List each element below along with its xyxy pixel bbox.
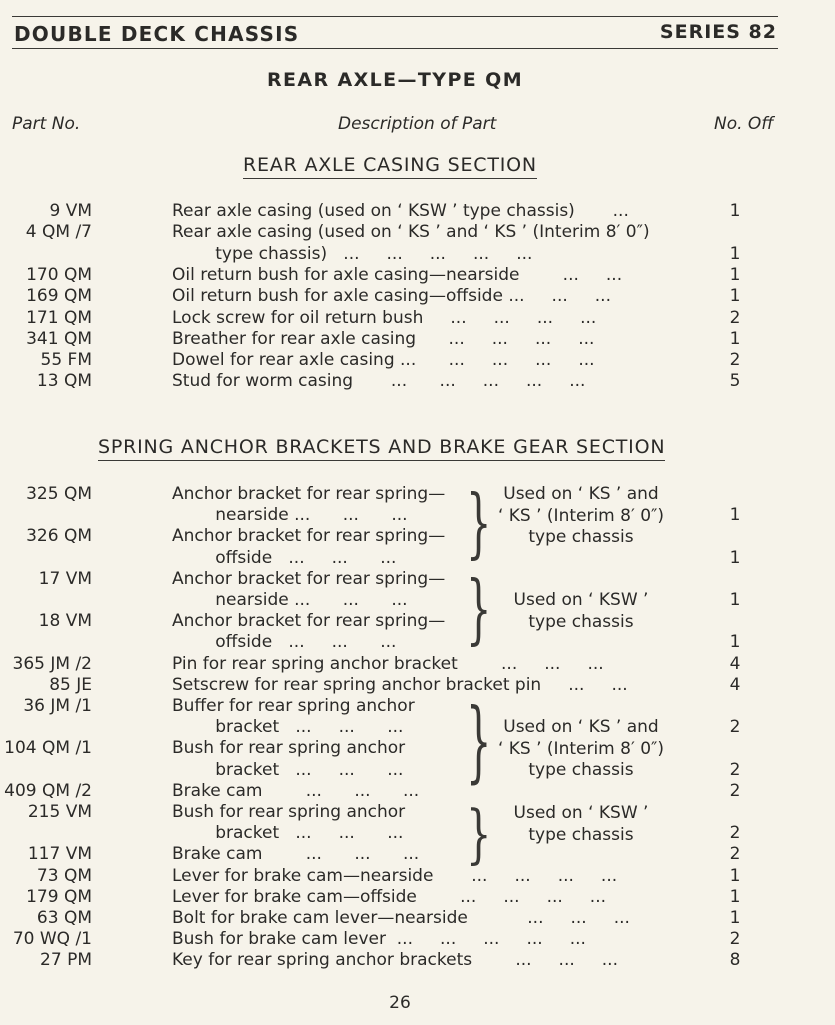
quantity: 2: [729, 780, 741, 801]
quantity: 2: [729, 717, 741, 738]
quantity: 1: [729, 886, 741, 907]
quantity: 1: [729, 632, 741, 653]
brace: }: [466, 480, 492, 568]
usage-note: Used on ‘ KSW ’ type chassis: [513, 590, 649, 632]
quantity: 4: [729, 674, 741, 695]
brace: }: [466, 566, 492, 654]
usage-note: Used on ‘ KS ’ and ‘ KS ’ (Interim 8′ 0″) type chassis: [497, 484, 665, 547]
part-number: 215 VM: [27, 802, 92, 822]
part-description: Pin for rear spring anchor bracket ... ... ...: [172, 653, 604, 674]
quantity: 1: [729, 201, 741, 221]
part-number: 171 QM: [26, 307, 92, 328]
part-number: 325 QM: [26, 484, 92, 504]
part-number: 70 WQ /1: [12, 929, 92, 950]
part-number: 18 VM: [38, 611, 92, 632]
part-description: Rear axle casing (used on ‘ KSW ’ type chassis) ...: [172, 201, 629, 221]
quantity: 1: [729, 865, 741, 886]
part-description: Anchor bracket for rear spring—: [172, 526, 446, 547]
quantity: 2: [729, 759, 741, 780]
part-description: Oil return bush for axle casing—offside ... ... ...: [172, 286, 611, 307]
part-description: bracket ... ... ...: [172, 759, 404, 780]
section-title-text: REAR AXLE CASING SECTION: [243, 154, 537, 176]
quantity: 2: [729, 823, 741, 844]
brace: }: [466, 692, 492, 794]
part-description: Oil return bush for axle casing—nearside ... ...: [172, 264, 623, 285]
part-description: Bolt for brake cam lever—nearside ... ... ...: [172, 908, 630, 928]
part-description: Anchor bracket for rear spring—: [172, 484, 446, 504]
part-description: Brake cam ... ... ...: [172, 844, 420, 865]
quantity: 8: [729, 950, 741, 971]
quantity: 5: [729, 371, 741, 392]
part-description: Setscrew for rear spring anchor bracket pin ... ...: [172, 674, 628, 695]
column-header-description: Description of Part: [338, 114, 497, 134]
header-top-rule: [12, 16, 778, 17]
part-description: Breather for rear axle casing ... ... ... ...: [172, 328, 595, 349]
part-number: 36 JM /1: [23, 696, 92, 716]
quantity: 1: [729, 505, 741, 526]
quantity: 1: [729, 328, 741, 349]
page-number: 26: [389, 993, 411, 1013]
quantity: 2: [729, 929, 741, 950]
part-description: Dowel for rear axle casing ... ... ... ... ...: [172, 350, 595, 371]
section-title-text: SPRING ANCHOR BRACKETS AND BRAKE GEAR SECTION: [98, 436, 666, 458]
quantity: 1: [729, 243, 741, 264]
part-description: Brake cam ... ... ...: [172, 780, 420, 801]
header-bottom-rule: [12, 48, 778, 49]
part-number: 104 QM /1: [4, 738, 92, 759]
part-number: 179 QM: [26, 886, 92, 907]
part-number: 9 VM: [49, 201, 92, 221]
part-description: Lever for brake cam—nearside ... ... ... ...: [172, 865, 618, 886]
part-description: type chassis) ... ... ... ... ...: [172, 243, 533, 264]
quantity: 1: [729, 590, 741, 610]
section-title-underline: [98, 460, 665, 461]
quantity: 2: [729, 307, 741, 328]
quantity: 1: [729, 908, 741, 928]
part-description: Lever for brake cam—offside ... ... ... ...: [172, 886, 607, 907]
part-number: 27 PM: [40, 950, 92, 971]
part-description: offside ... ... ...: [172, 547, 397, 568]
part-number: 341 QM: [26, 328, 92, 349]
part-description: Rear axle casing (used on ‘ KS ’ and ‘ KS ’ (Interim 8′ 0″): [172, 222, 650, 243]
part-number: 170 QM: [26, 264, 92, 285]
header-series: SERIES 82: [659, 21, 777, 43]
part-number: 326 QM: [26, 526, 92, 547]
part-description: Anchor bracket for rear spring—: [172, 568, 446, 589]
usage-note: Used on ‘ KS ’ and ‘ KS ’ (Interim 8′ 0″) type chassis: [497, 717, 665, 780]
column-header-no-off: No. Off: [714, 114, 774, 134]
part-description: Anchor bracket for rear spring—: [172, 611, 446, 632]
part-description: offside ... ... ...: [172, 632, 397, 653]
quantity: 2: [729, 844, 741, 865]
part-number: 73 QM: [36, 865, 92, 886]
part-description: Bush for rear spring anchor: [172, 802, 406, 822]
part-number: 85 JE: [49, 674, 92, 695]
part-number: 4 QM /7: [25, 222, 92, 243]
quantity: 1: [729, 547, 741, 568]
section-title-rear-axle-casing: [243, 154, 537, 179]
header-chassis-title: DOUBLE DECK CHASSIS: [14, 22, 300, 46]
quantity: 2: [729, 350, 741, 371]
part-description: nearside ... ... ...: [172, 505, 408, 526]
part-description: Buffer for rear spring anchor: [172, 696, 415, 716]
part-description: bracket ... ... ...: [172, 823, 404, 844]
part-description: Key for rear spring anchor brackets ... ... ...: [172, 950, 618, 971]
page-title: REAR AXLE—TYPE QM: [266, 69, 524, 91]
part-description: nearside ... ... ...: [172, 590, 408, 610]
usage-note: Used on ‘ KSW ’ type chassis: [513, 803, 649, 845]
part-description: bracket ... ... ...: [172, 717, 404, 738]
part-number: 169 QM: [26, 286, 92, 307]
quantity: 4: [729, 653, 741, 674]
part-description: Stud for worm casing ... ... ... ... ...: [172, 371, 586, 392]
part-number: 17 VM: [38, 568, 92, 589]
part-description: Bush for rear spring anchor: [172, 738, 406, 759]
part-number: 409 QM /2: [4, 780, 92, 801]
section-title-spring-anchor: [98, 436, 665, 461]
part-number: 365 JM /2: [12, 653, 92, 674]
brace: }: [466, 798, 492, 872]
part-description: Lock screw for oil return bush ... ... ... ...: [172, 307, 597, 328]
section-title-underline: [243, 178, 537, 179]
part-number: 13 QM: [36, 371, 92, 392]
column-header-part-no: Part No.: [12, 114, 81, 134]
part-number: 117 VM: [27, 844, 92, 865]
part-number: 63 QM: [36, 908, 92, 928]
quantity: 1: [729, 264, 741, 285]
part-number: 55 FM: [40, 350, 92, 371]
part-description: Bush for brake cam lever ... ... ... ... ...: [172, 929, 586, 950]
quantity: 1: [729, 286, 741, 307]
